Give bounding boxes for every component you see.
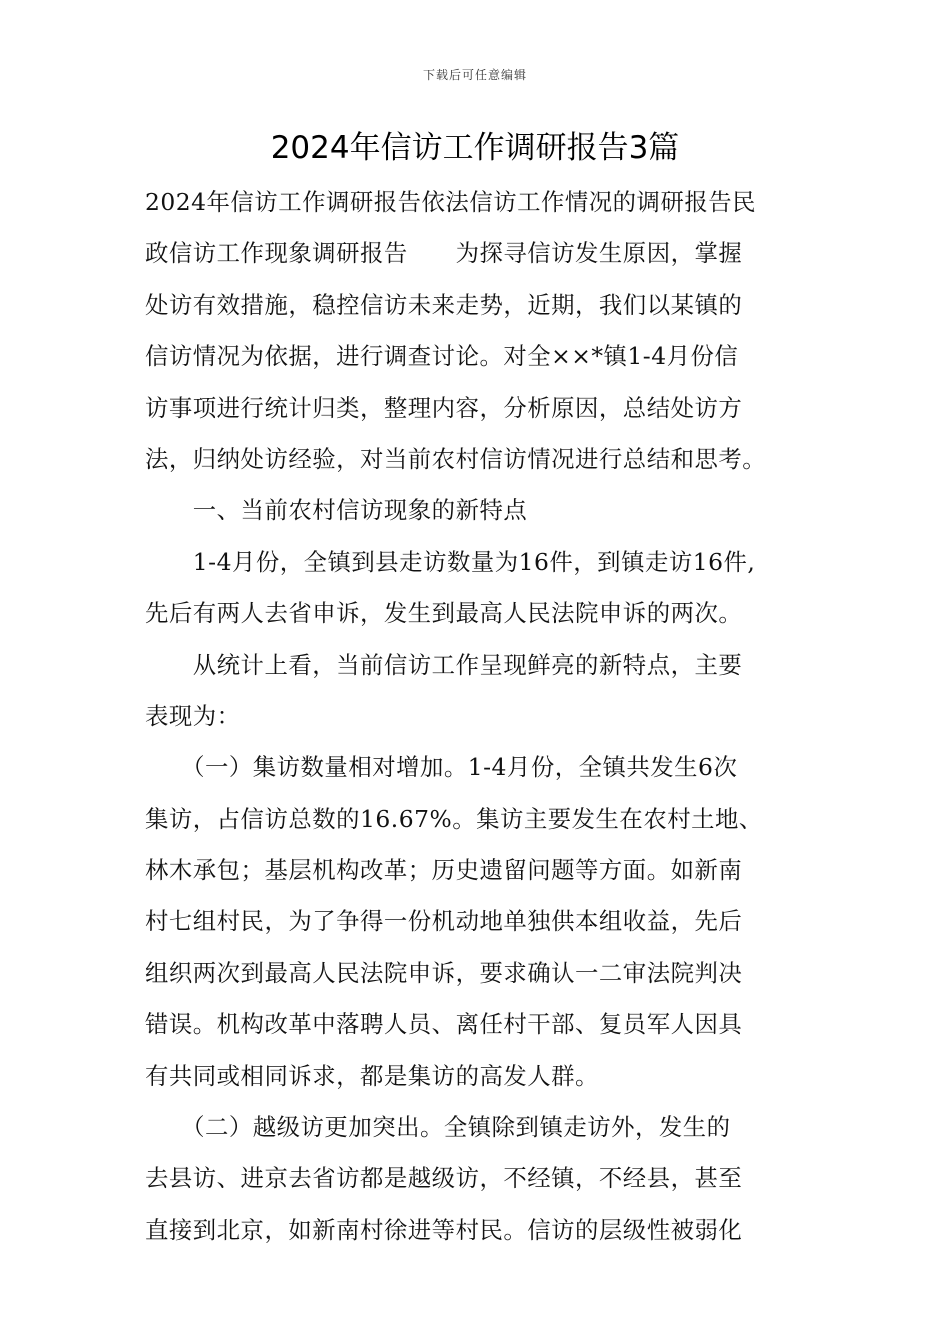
body-line: 表现为： bbox=[145, 701, 241, 730]
body-line: 信访情况为依据，进行调查讨论。对全××*镇1-4月份信 bbox=[145, 342, 739, 371]
body-line: 组织两次到最高人民法院申诉，要求确认一二审法院判决 bbox=[145, 958, 743, 987]
body-line: 集访，占信访总数的16.67%。集访主要发生在农村土地、 bbox=[145, 804, 763, 833]
body-line: 先后有两人去省申诉，发生到最高人民法院申诉的两次。 bbox=[145, 599, 743, 628]
body-line: 错误。机构改革中落聘人员、离任村干部、复员军人因具 bbox=[145, 1010, 743, 1039]
subsection-line: （二）越级访更加突出。全镇除到镇走访外，发生的 bbox=[145, 1113, 731, 1142]
body-line: 林木承包；基层机构改革；历史遗留问题等方面。如新南 bbox=[145, 856, 743, 885]
body-line: 从统计上看，当前信访工作呈现鲜亮的新特点，主要 bbox=[145, 650, 743, 679]
body-line: 法，归纳处访经验，对当前农村信访情况进行总结和思考。 bbox=[145, 444, 767, 473]
body-line: 处访有效措施，稳控信访未来走势，近期，我们以某镇的 bbox=[145, 290, 743, 319]
body-line: 1-4月份，全镇到县走访数量为16件，到镇走访16件, bbox=[145, 547, 756, 576]
document-title: 2024年信访工作调研报告3篇 bbox=[270, 130, 680, 166]
body-line: 直接到北京，如新南村徐进等村民。信访的层级性被弱化 bbox=[145, 1215, 743, 1244]
header-note: 下载后可任意编辑 bbox=[422, 68, 527, 82]
body-line: 访事项进行统计归类，整理内容，分析原因，总结处访方 bbox=[145, 393, 743, 422]
body-line: 去县访、进京去省访都是越级访，不经镇，不经县，甚至 bbox=[145, 1164, 743, 1193]
document-body bbox=[145, 177, 825, 1256]
body-line: 有共同或相同诉求，都是集访的高发人群。 bbox=[145, 1061, 599, 1090]
section-heading: 一、当前农村信访现象的新特点 bbox=[145, 496, 528, 525]
body-line: 村七组村民，为了争得一份机动地单独供本组收益，先后 bbox=[145, 907, 743, 936]
body-line: 政信访工作现象调研报告 为探寻信访发生原因，掌握 bbox=[145, 239, 743, 268]
body-line: 2024年信访工作调研报告依法信访工作情况的调研报告民 bbox=[145, 188, 757, 216]
subsection-line: （一）集访数量相对增加。1-4月份，全镇共发生6次 bbox=[145, 753, 738, 782]
